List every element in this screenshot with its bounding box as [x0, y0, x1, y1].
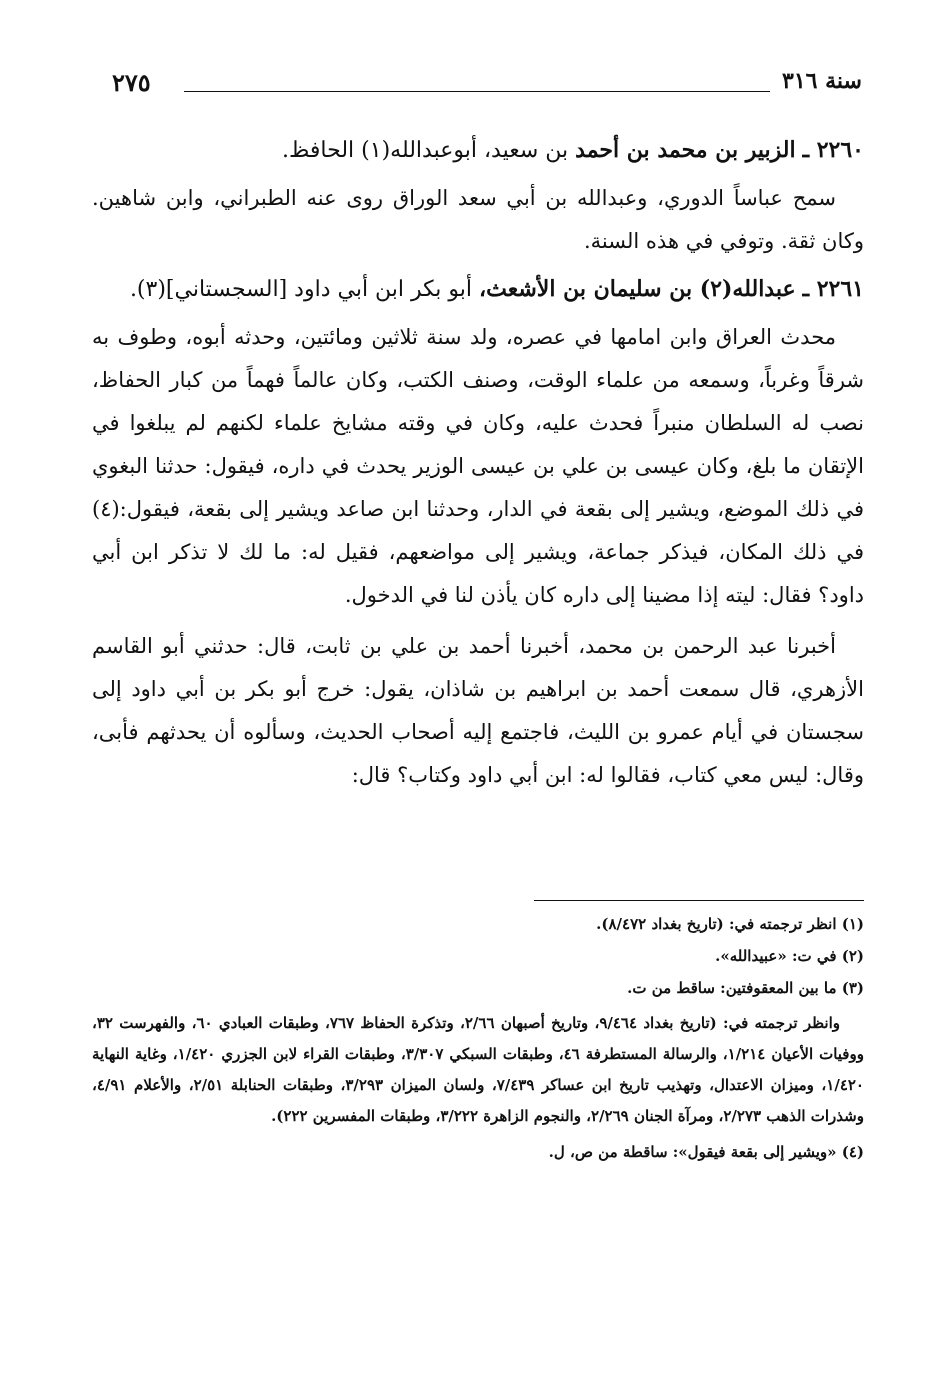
page-number: ٢٧٥: [112, 68, 151, 97]
entry-heading: [92, 132, 864, 169]
running-head-year: سنة ٣١٦: [782, 68, 862, 94]
main-text: [92, 132, 864, 805]
footnote: (٣) ما بين المعقوفتين: ساقط من ت.: [627, 979, 864, 997]
entry-paragraph: أخبرنا عبد الرحمن بن محمد، أخبرنا أحمد بن علي بن ثابت، قال: حدثني أبو القاسم الأزهري، قال سمعت أحمد بن ابراهيم بن شاذان، يقول: خرج أبو بكر بن أبي داود إلى سجستان في أيام عمرو بن الليث، فاجتمع إليه أصحاب الحديث، وسألوه أن يحدثهم فأبى، وقال: ليس معي كتاب، فقالوا له: ابن أبي داود وكتاب؟ قال:: [92, 634, 864, 787]
entry-number: ٢٢٦٠ ـ: [802, 137, 864, 163]
entry-name: الزبير بن محمد بن أحمد: [575, 137, 796, 163]
entry-paragraph: محدث العراق وابن امامها في عصره، ولد سنة ثلاثين ومائتين، وحدثه أبوه، وطوف به شرقاً وغرباً، وسمعه من علماء الوقت، وصنف الكتب، وكان عالماً فهماً من كبار الحفاظ، نصب له السلطان منبراً فحدث عليه، وكان في وقته مشايخ علماء لكنهم لم يبلغوا في الإتقان ما بلغ، وكان عيسى بن علي بن عيسى الوزير يحدث في داره، فيقول: حدثنا البغوي في ذلك الموضع، ويشير إلى بقعة في الدار، وحدثنا ابن صاعد ويشير إلى بقعة، فيقول:(٤) في ذلك المكان، فيذكر جماعة، ويشير إلى مواضعهم، فقيل له: ما لك لا تذكر ابن أبي داود؟ فقال: ليته إذا مضينا إلى داره كان يأذن لنا في الدخول.: [92, 325, 864, 607]
entry-name-rest: بن سعيد، أبوعبدالله(١) الحافظ.: [282, 138, 569, 163]
footnote-separator: [534, 900, 864, 901]
footnote: (٢) في ت: «عبيدالله».: [715, 947, 864, 965]
entry-name: عبدالله(٢) بن سليمان بن الأشعث،: [479, 276, 796, 302]
entry-number: ٢٢٦١ ـ: [802, 276, 864, 302]
footnote: (١) انظر ترجمته في: (تاريخ بغداد ٨/٤٧٢).: [596, 915, 864, 933]
footnotes: [92, 908, 864, 1168]
header-rule: [184, 91, 770, 92]
footnote: (٤) «ويشير إلى بقعة فيقول»: ساقطة من ص، ل.: [548, 1143, 864, 1161]
entry-heading: [92, 271, 864, 308]
entry-paragraph: سمح عباساً الدوري، وعبدالله بن أبي سعد الوراق روى عنه الطبراني، وابن شاهين. وكان ثقة. وتوفي في هذه السنة.: [92, 186, 864, 253]
entry-name-rest: أبو بكر ابن أبي داود [السجستاني](٣).: [129, 277, 473, 302]
footnote-references: وانظر ترجمته في: (تاريخ بغداد ٩/٤٦٤، وتاريخ أصبهان ٢/٦٦، وتذكرة الحفاظ ٧٦٧، وطبقات العبادي ٦٠، والفهرست ٣٢، ووفيات الأعيان ١/٢١٤، والرسالة المستطرفة ٤٦، وطبقات السبكي ٣/٣٠٧، وطبقات القراء لابن الجزري ١/٤٢٠، وغاية النهاية ١/٤٢٠، وميزان الاعتدال، وتهذيب تاريخ ابن عساكر ٧/٤٣٩، ولسان الميزان ٣/٢٩٣، وطبقات الحنابلة ٢/٥١، والأعلام ٤/٩١، وشذرات الذهب ٢/٢٧٣، ومرآة الجنان ٢/٢٦٩، والنجوم الزاهرة ٣/٢٢٢، وطبقات المفسرين ٢٢٢).: [92, 1014, 864, 1125]
page-header: [112, 68, 862, 108]
